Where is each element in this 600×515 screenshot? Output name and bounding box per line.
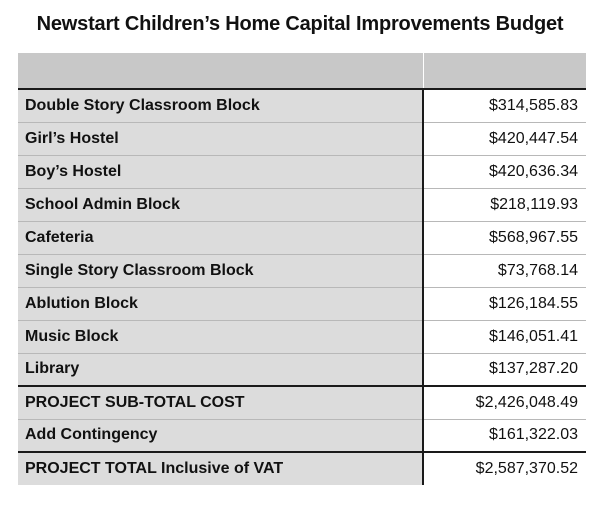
table-row — [18, 89, 586, 122]
total-amount: $2,587,370.52 — [423, 452, 586, 485]
table-row — [18, 122, 586, 155]
total-label: PROJECT TOTAL Inclusive of VAT — [18, 452, 423, 485]
row-label: Ablution Block — [18, 287, 423, 320]
row-amount: $146,051.41 — [423, 320, 586, 353]
budget-table — [18, 53, 586, 485]
row-amount: $218,119.93 — [423, 188, 586, 221]
table-header-row — [18, 53, 586, 89]
contingency-label: Add Contingency — [18, 419, 423, 452]
row-label: Boy’s Hostel — [18, 155, 423, 188]
row-label: Cafeteria — [18, 221, 423, 254]
header-cell-item — [18, 53, 423, 89]
contingency-row — [18, 419, 586, 452]
row-amount: $568,967.55 — [423, 221, 586, 254]
row-amount: $73,768.14 — [423, 254, 586, 287]
subtotal-row — [18, 386, 586, 419]
row-label: Single Story Classroom Block — [18, 254, 423, 287]
table-row — [18, 320, 586, 353]
row-amount: $314,585.83 — [423, 89, 586, 122]
table-row — [18, 155, 586, 188]
table-row — [18, 221, 586, 254]
row-amount: $420,636.34 — [423, 155, 586, 188]
total-row — [18, 452, 586, 485]
row-amount: $420,447.54 — [423, 122, 586, 155]
row-amount: $126,184.55 — [423, 287, 586, 320]
table-row — [18, 287, 586, 320]
row-label: Double Story Classroom Block — [18, 89, 423, 122]
table-row — [18, 188, 586, 221]
page-title: Newstart Children’s Home Capital Improvements Budget — [36, 13, 564, 35]
row-label: Library — [18, 353, 423, 386]
table-row — [18, 353, 586, 386]
row-amount: $137,287.20 — [423, 353, 586, 386]
contingency-amount: $161,322.03 — [423, 419, 586, 452]
subtotal-amount: $2,426,048.49 — [423, 386, 586, 419]
row-label: School Admin Block — [18, 188, 423, 221]
table-row — [18, 254, 586, 287]
subtotal-label: PROJECT SUB-TOTAL COST — [18, 386, 423, 419]
row-label: Girl’s Hostel — [18, 122, 423, 155]
row-label: Music Block — [18, 320, 423, 353]
header-cell-amount — [423, 53, 586, 89]
